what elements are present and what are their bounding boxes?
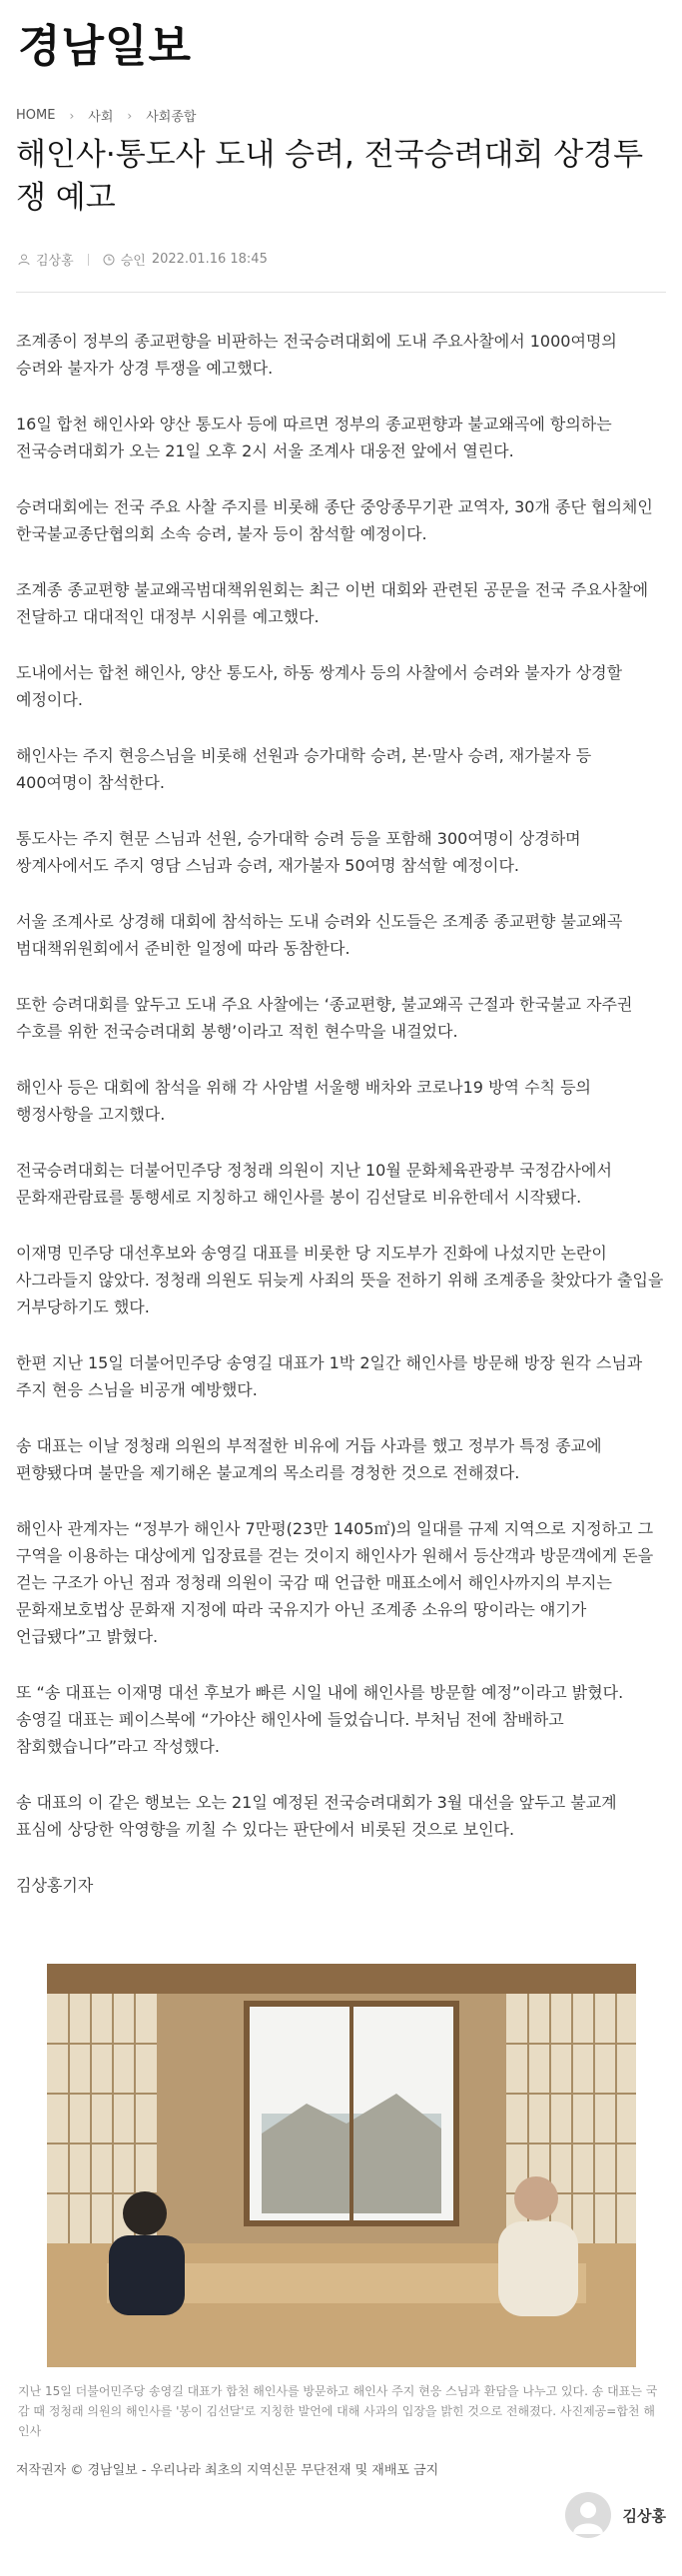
paragraph: 승려대회에는 전국 주요 사찰 주지를 비롯해 종단 중앙종무기관 교역자, 30개 종단 협의체인 한국불교종단협의회 소속 승려, 불자 등이 참석할 예정이다.: [16, 497, 653, 543]
paragraph: 조계종이 정부의 종교편향을 비판하는 전국승려대회에 도내 주요사찰에서 1000여명의 승려와 불자가 상경 투쟁을 예고했다.: [16, 332, 617, 378]
paragraph: 해인사는 주지 현응스님을 비롯해 선원과 승가대학 승려, 본·말사 승려, 재가불자 등 400여명이 참석한다.: [16, 746, 592, 792]
avatar: [565, 2492, 611, 2538]
paragraph: 또 “송 대표는 이재명 대선 후보가 빠른 시일 내에 해인사를 방문할 예정”이라고 밝혔다. 송영길 대표는 페이스북에 “가야산 해인사에 들었습니다. 부처님 전에 참배하고 참회했습니다”라고 작성했다.: [16, 1683, 624, 1756]
paragraph: 통도사는 주지 현문 스님과 선원, 승가대학 승려 등을 포함해 300여명이 상경하며 쌍계사에서도 주지 영담 스님과 승려, 재가불자 50여명 참석할 예정이다.: [16, 829, 581, 875]
paragraph: 한편 지난 15일 더불어민주당 송영길 대표가 1박 2일간 해인사를 방문해 방장 원각 스님과 주지 현응 스님을 비공개 예방했다.: [16, 1353, 643, 1399]
paragraph: 해인사 등은 대회에 참석을 위해 각 사암별 서울행 배차와 코로나19 방역 수칙 등의 행정사항을 고지했다.: [16, 1078, 591, 1124]
meta-divider: [88, 254, 89, 266]
published-label: 승인: [120, 254, 146, 269]
byline: 김상홍기자: [16, 1876, 94, 1895]
paragraph: 이재명 민주당 대선후보와 송영길 대표를 비롯한 당 지도부가 진화에 나섰지만 논란이 사그라들지 않았다. 정청래 의원도 뒤늦게 사죄의 뜻을 전하기 위해 조계종을 찾았다가 출입을 거부당하기도 했다.: [16, 1244, 664, 1316]
chevron-right-icon: ›: [127, 108, 133, 123]
user-icon: [18, 254, 30, 266]
paragraph: 전국승려대회는 더불어민주당 정청래 의원이 지난 10월 문화체육관광부 국정감사에서 문화재관람료를 통행세로 지칭하고 해인사를 봉이 김선달로 비유한데서 시작됐다.: [16, 1161, 612, 1207]
clock-icon: [103, 254, 115, 266]
article-photo[interactable]: [47, 1964, 636, 2367]
photo-caption: 지난 15일 더불어민주당 송영길 대표가 합천 해인사를 방문하고 해인사 주지 현응 스님과 환담을 나누고 있다. 송 대표는 국감 때 정청래 의원의 해인사를 '봉이 김선달'로 지칭한 발언에 대해 사과의 입장을 밝힌 것으로 전해졌다. 사진제공=합천 해인사: [18, 2384, 658, 2438]
breadcrumb-section[interactable]: 사회: [88, 110, 114, 125]
header-divider: [16, 292, 666, 293]
published-date: 2022.01.16 18:45: [151, 252, 268, 267]
paragraph: 송 대표의 이 같은 행보는 오는 21일 예정된 전국승려대회가 3월 대선을 앞두고 불교계 표심에 상당한 악영향을 끼칠 수 있다는 판단에서 비롯된 것으로 보인다.: [16, 1793, 617, 1839]
site-logo[interactable]: 경남일보: [18, 21, 193, 72]
paragraph: 16일 합천 해인사와 양산 통도사 등에 따르면 정부의 종교편향과 불교왜곡에 항의하는 전국승려대회가 오는 21일 오후 2시 서울 조계사 대웅전 앞에서 열린다.: [16, 415, 612, 460]
article-body: [16, 328, 665, 1928]
photo-illustration: [47, 1964, 636, 2367]
breadcrumb: [16, 106, 196, 125]
author-card[interactable]: [565, 2492, 666, 2538]
article-title: 해인사·통도사 도내 승려, 전국승려대회 상경투쟁 예고: [16, 137, 644, 216]
paragraph: 서울 조계사로 상경해 대회에 참석하는 도내 승려와 신도들은 조계종 종교편향 불교왜곡 범대책위원회에서 준비한 일정에 따라 동참한다.: [16, 912, 623, 958]
footer-author-name: 김상홍: [622, 2506, 666, 2525]
paragraph: 송 대표는 이날 정청래 의원의 부적절한 비유에 거듭 사과를 했고 정부가 특정 종교에 편향됐다며 불만을 제기해온 불교계의 목소리를 경청한 것으로 전해졌다.: [16, 1436, 602, 1482]
paragraph: 도내에서는 합천 해인사, 양산 통도사, 하동 쌍계사 등의 사찰에서 승려와 불자가 상경할 예정이다.: [16, 663, 623, 709]
user-icon: [565, 2492, 611, 2538]
chevron-right-icon: ›: [69, 108, 75, 123]
article-author[interactable]: 김상홍: [36, 254, 74, 269]
breadcrumb-home[interactable]: HOME: [16, 108, 56, 123]
paragraph: 또한 승려대회를 앞두고 도내 주요 사찰에는 ‘종교편향, 불교왜곡 근절과 한국불교 자주권 수호를 위한 전국승려대회 봉행’이라고 적힌 현수막을 내걸었다.: [16, 995, 633, 1041]
article-meta: [18, 250, 268, 269]
copyright-notice: 저작권자 © 경남일보 - 우리나라 최초의 지역신문 무단전재 및 재배포 금지: [16, 2463, 439, 2478]
paragraph: 해인사 관계자는 “정부가 해인사 7만평(23만 1405㎡)의 일대를 규제 지역으로 지정하고 그 구역을 이용하는 대상에게 입장료를 걷는 것이지 해인사가 원해서 등산객과 방문객에게 돈을 걷는 구조가 아닌 점과 정청래 의원이 국감 때 언급한 매표소에서 해인사까지의 부지는 문화재보호법상 문화재 지정에 따라 국유지가 아닌 조계종 소유의 땅이라는 얘기가 언급됐다”고 밝혔다.: [16, 1519, 654, 1646]
breadcrumb-subsection[interactable]: 사회종합: [146, 110, 197, 125]
paragraph: 조계종 종교편향 불교왜곡범대책위원회는 최근 이번 대회와 관련된 공문을 전국 주요사찰에 전달하고 대대적인 대정부 시위를 예고했다.: [16, 580, 649, 626]
